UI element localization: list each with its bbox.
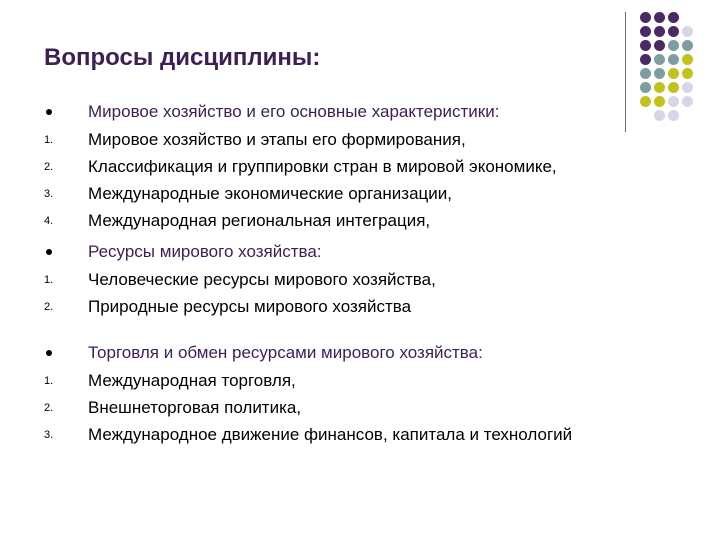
slide-title: Вопросы дисциплины: [44,44,321,71]
decorative-dot [654,26,665,37]
section-heading-row [0,341,720,365]
decorative-dot [640,54,651,65]
decorative-dot [640,82,651,93]
list-item-number: 4. [44,215,54,227]
decorative-dot [654,68,665,79]
list-item [0,155,720,179]
section-heading: Торговля и обмен ресурсами мирового хозяйства: [88,343,483,362]
decorative-dot [668,68,679,79]
list-item-text: Международные экономические организации, [88,184,452,203]
decorative-dot [668,54,679,65]
decorative-dot [640,68,651,79]
list-item-text: Международная торговля, [88,371,296,390]
section-heading: Ресурсы мирового хозяйства: [88,242,322,261]
decorative-dot [682,40,693,51]
decorative-dot [654,40,665,51]
decorative-dot [682,68,693,79]
list-item [0,128,720,152]
decorative-dot [654,82,665,93]
decorative-dot [654,54,665,65]
list-item-number: 2. [44,402,54,414]
list-item-number: 1. [44,274,54,286]
bullet-icon [46,109,52,115]
list-item [0,423,720,447]
section-heading-row [0,100,720,124]
list-item [0,396,720,420]
list-item [0,369,720,393]
list-item-text: Мировое хозяйство и этапы его формирования, [88,130,466,149]
decorative-dot [668,82,679,93]
decorative-dot [668,40,679,51]
bullet-icon [46,350,52,356]
decorative-dot [682,82,693,93]
decorative-dot [668,12,679,23]
decorative-dot [640,26,651,37]
section-heading: Мировое хозяйство и его основные характеристики: [88,102,500,121]
list-item-number: 1. [44,134,54,146]
decorative-dot [682,26,693,37]
decorative-dot [640,12,651,23]
list-item-number: 2. [44,161,54,173]
list-item-number: 1. [44,375,54,387]
list-item-text: Международная региональная интеграция, [88,211,431,230]
bullet-icon [46,249,52,255]
list-item [0,182,720,206]
list-item [0,209,720,233]
decorative-dot [640,40,651,51]
list-item [0,295,720,319]
section-heading-row [0,240,720,264]
list-item-text: Внешнеторговая политика, [88,398,302,417]
decorative-dot [654,12,665,23]
list-item-text: Человеческие ресурсы мирового хозяйства, [88,270,436,289]
decorative-dot [668,26,679,37]
decorative-dot [682,54,693,65]
list-item-text: Классификация и группировки стран в мировой экономике, [88,157,557,176]
list-item-number: 2. [44,301,54,313]
list-item-text: Международное движение финансов, капитала и технологий [88,425,573,444]
list-item-number: 3. [44,188,54,200]
list-item [0,268,720,292]
list-item-number: 3. [44,429,54,441]
list-item-text: Природные ресурсы мирового хозяйства [88,297,412,316]
